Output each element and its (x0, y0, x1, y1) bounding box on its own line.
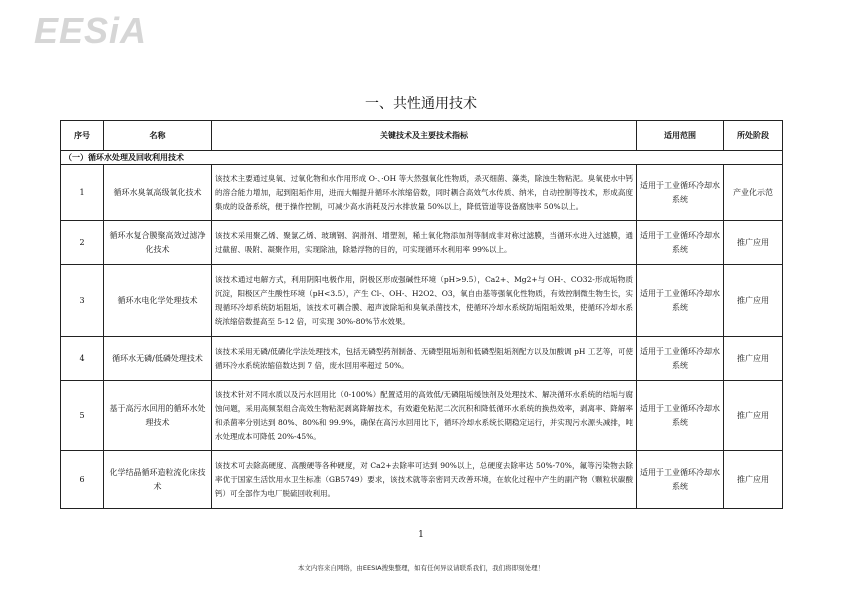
technology-table (60, 120, 783, 509)
row-scope: 适用于工业循环冷却水系统 (637, 265, 724, 337)
row-stage: 推广应用 (724, 221, 783, 265)
row-name: 基于高污水回用的循环水处理技术 (104, 381, 212, 451)
table-row (61, 381, 783, 451)
table-row (61, 265, 783, 337)
table-row (61, 165, 783, 221)
row-no: 6 (61, 451, 104, 509)
row-desc: 该技术主要通过臭氧、过氧化物和水作用形成 O·、·OH 等大然强氧化性物质，杀灭细菌、藻类，除浊生物粘泥。臭氧使水中钙的溶合能力增加，起到阻垢作用，进而大幅提升循环水浓缩倍数，同时耦合高效气水传质、纳米，自动控制等技术，形成高度集成的设备系统，便于操作控制，可减少高水消耗及污水排放量 50%以上，降低管道等设备腐蚀率 50%以上。 (212, 165, 637, 221)
row-desc: 该技术可去除高硬度、高酸硬等各种硬度，对 Ca2+去除率可达到 90%以上，总硬度去除率达 50%-70%，氟等污染物去除率优于国家生活饮用水卫生标准（GB5749）要求，该技术就等亲密同天改善环境，在软化过程中产生的副产物（颗粒状碳酸钙）可全部作为电厂脱硫回收利用。 (212, 451, 637, 509)
table-row (61, 451, 783, 509)
table-row (61, 337, 783, 381)
section-title: （一）循环水处理及回收利用技术 (61, 151, 783, 165)
eesia-logo: EESiA (34, 10, 148, 51)
table-header-row (61, 121, 783, 151)
row-scope: 适用于工业循环冷却水系统 (637, 337, 724, 381)
row-desc: 该技术采用无磷/低磷化学法处理技术，包括无磷型药剂制备、无磷型阻垢剂和低磷型阻垢剂配方以及加酸调 pH 工艺等，可使循环冷水系统浓缩倍数达到 7 倍，废水回用率超过 50%。 (212, 337, 637, 381)
row-scope: 适用于工业循环冷却水系统 (637, 165, 724, 221)
row-scope: 适用于工业循环冷却水系统 (637, 451, 724, 509)
row-desc: 该技术通过电解方式，利用阴阳电极作用，阴极区形成强碱性环境（pH>9.5），Ca2+、Mg2+与 OH-、CO32-形成垢物质沉淀，阳极区产生酸性环境（pH<3.5），产生 Cl-、OH-、H2O2、O3，氧自由基等强氧化性物质，有效控制微生物生长，实现循环冷却系统防垢阻垢，该技术可耦合膜、超声波除垢和臭氧杀菌技术，使循环冷却水系统防垢阻垢效果，使循环冷却水系统浓缩倍数提高至 5-12 倍，可实现 30%-80%节水效果。 (212, 265, 637, 337)
row-name: 循环水臭氧高级氧化技术 (104, 165, 212, 221)
row-stage: 产业化示范 (724, 165, 783, 221)
header-scope: 适用范围 (637, 121, 724, 151)
row-no: 3 (61, 265, 104, 337)
page-number: 1 (418, 530, 424, 540)
row-no: 5 (61, 381, 104, 451)
header-stage: 所处阶段 (724, 121, 783, 151)
header-no: 序号 (61, 121, 104, 151)
row-no: 1 (61, 165, 104, 221)
section-row (61, 151, 783, 165)
header-desc: 关键技术及主要技术指标 (212, 121, 637, 151)
row-desc: 该技术针对不同水质以及污水回用比（0-100%）配置适用的高效低/无磷阻垢缓蚀剂及处理技术、解决循环水系统的结垢与腐蚀问题，采用高频泵组合高效生物粘泥剥离降解技术，有效避免粘泥二次沉积和降低循环水系统的换热效率，剥离率、降解率和杀菌率分别达到 80%、80%和 99.9%，确保在高污水回用比下，循环冷却水系统长期稳定运行，并实现污水源头减排，吨水处理成本可降低 20%-45%。 (212, 381, 637, 451)
row-scope: 适用于工业循环冷却水系统 (637, 221, 724, 265)
footer-note: 本文内容来自网络，由EESIA搜集整理，如有任何异议请联系我们，我们将即刻处理！ (297, 564, 545, 572)
row-name: 循环水电化学处理技术 (104, 265, 212, 337)
row-no: 2 (61, 221, 104, 265)
row-name: 循环水无磷/低磷处理技术 (104, 337, 212, 381)
row-scope: 适用于工业循环冷却水系统 (637, 381, 724, 451)
row-name: 化学结晶循环造粒流化床技术 (104, 451, 212, 509)
row-stage: 推广应用 (724, 451, 783, 509)
header-name: 名称 (104, 121, 212, 151)
row-desc: 该技术采用聚乙烯、聚氯乙烯、玻璃钢、润滑剂、增塑剂，稀土氧化物添加剂等制成非对称过滤膜，当循环水进入过滤膜，通过截留、吸附、凝聚作用，实现除油，除悬浮物的目的，可实现循环水利用率 99%以上。 (212, 221, 637, 265)
row-name: 循环水复合膜聚高效过滤净化技术 (104, 221, 212, 265)
table-row (61, 221, 783, 265)
row-stage: 推广应用 (724, 381, 783, 451)
page-title: 一、共性通用技术 (365, 96, 477, 112)
row-stage: 推广应用 (724, 337, 783, 381)
row-stage: 推广应用 (724, 265, 783, 337)
row-no: 4 (61, 337, 104, 381)
